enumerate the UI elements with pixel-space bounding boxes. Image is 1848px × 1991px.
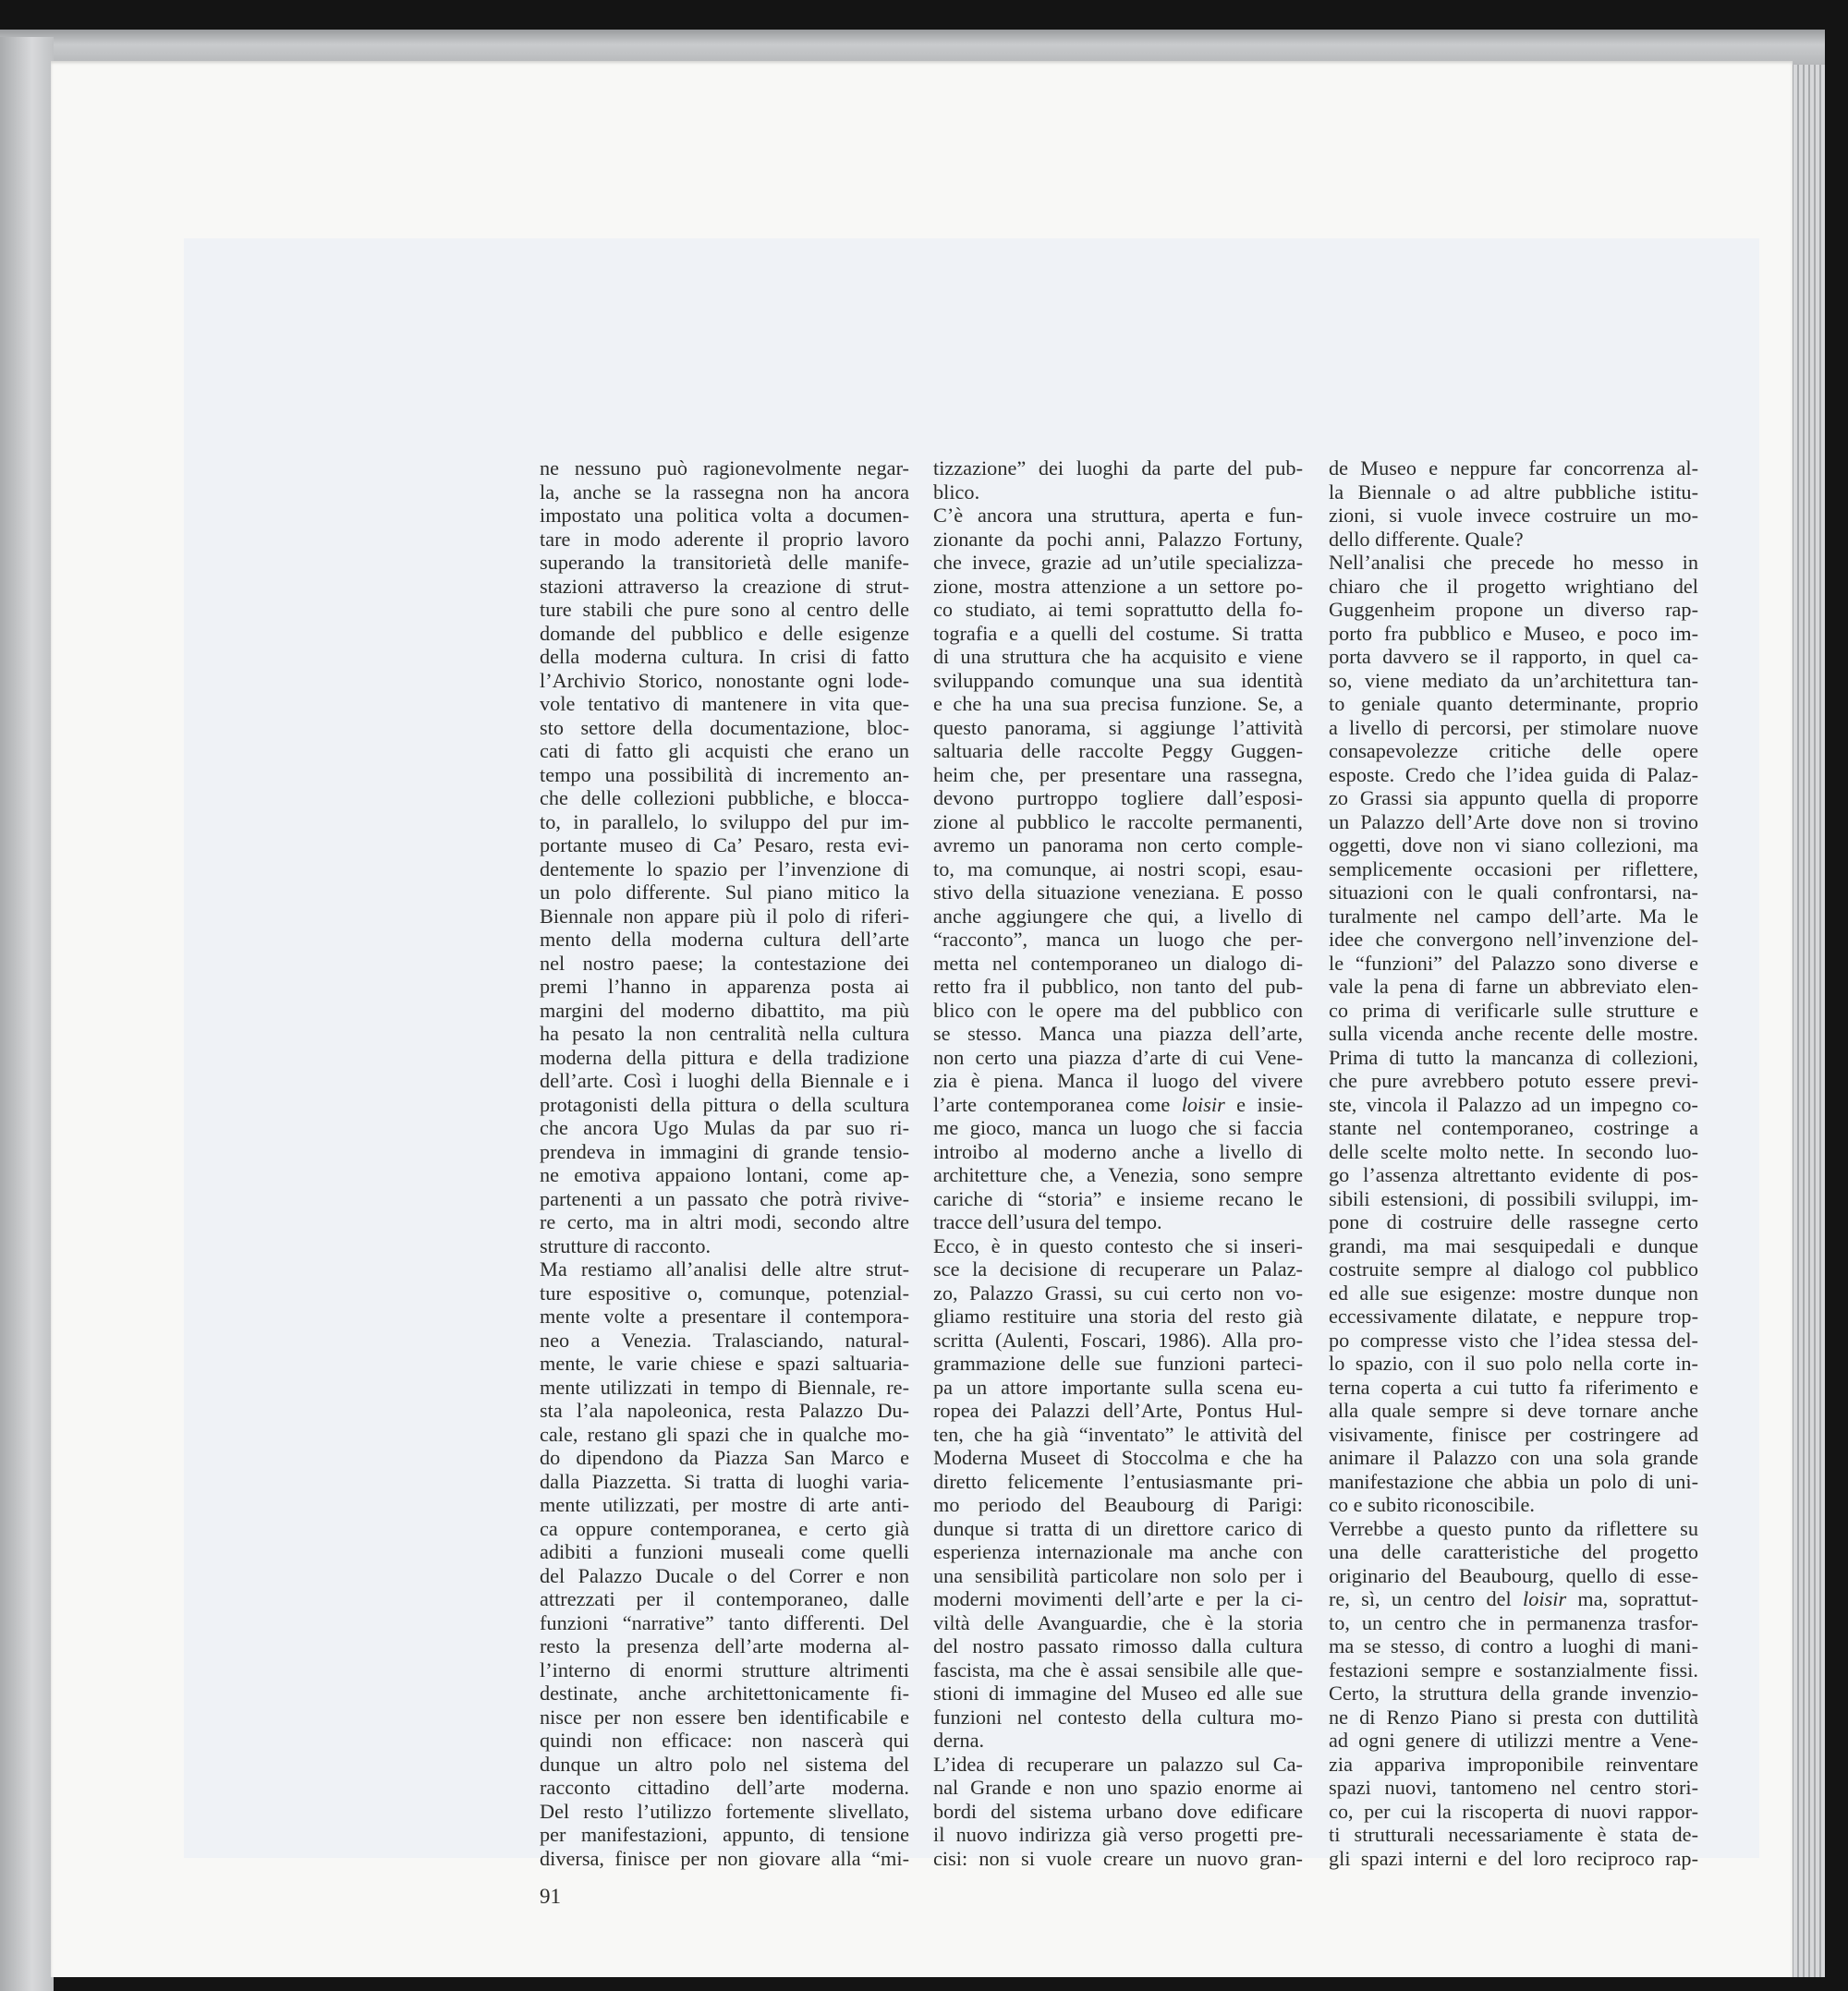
text-line: saltuaria delle raccolte Peggy Guggen- — [933, 739, 1303, 762]
text-line: zione al pubblico le raccolte permanenti, — [933, 809, 1303, 833]
text-line: e che ha una sua precisa funzione. Se, a — [933, 692, 1303, 715]
text-line: co prima di verificarle sulle strutture e — [1329, 998, 1698, 1022]
text-column-2 — [933, 456, 1303, 1870]
text-line: consapevolezze critiche delle opere — [1329, 739, 1698, 762]
text-line: “racconto”, manca un luogo che per- — [933, 928, 1303, 951]
text-line: introibo al moderno anche a livello di — [933, 1139, 1303, 1163]
text-line: C’è ancora una struttura, aperta e fun- — [933, 504, 1303, 527]
text-line: ma se stesso, di contro a luoghi di mani- — [1329, 1634, 1698, 1657]
text-line: attrezzati per il contemporaneo, dalle — [540, 1587, 909, 1610]
text-line: che pure avrebbero potuto essere previ- — [1329, 1069, 1698, 1092]
text-line: Guggenheim propone un diverso rap- — [1329, 598, 1698, 621]
text-line: grandi, ma mai sesquipedali e dunque — [1329, 1233, 1698, 1257]
text-line: pone di costruire delle rassegne certo — [1329, 1210, 1698, 1233]
text-line: ne emotiva appaiono lontani, come ap- — [540, 1163, 909, 1186]
text-line: me gioco, manca un luogo che si faccia — [933, 1116, 1303, 1139]
text-line: sulla vicenda anche recente delle mostre. — [1329, 1022, 1698, 1045]
text-line: superando la transitorietà delle manife- — [540, 551, 909, 574]
text-line: l’Archivio Storico, nonostante ogni lode- — [540, 668, 909, 692]
text-line: po compresse visto che l’idea stessa del- — [1329, 1328, 1698, 1352]
text-line: Moderna Museet di Stoccolma e che ha — [933, 1446, 1303, 1469]
text-line: mente, le varie chiese e spazi saltuaria- — [540, 1352, 909, 1375]
text-line: stivo della situazione veneziana. E posso — [933, 880, 1303, 904]
text-line: tempo una possibilità di incremento an- — [540, 762, 909, 786]
text-line: adibiti a funzioni museali come quelli — [540, 1540, 909, 1563]
text-line: una sensibilità particolare non solo per i — [933, 1563, 1303, 1587]
text-line: di una struttura che ha acquisito e viene — [933, 645, 1303, 668]
text-line: destinate, anche architettonicamente fi- — [540, 1681, 909, 1705]
text-line: avremo un panorama non certo comple- — [933, 833, 1303, 856]
text-line: do dipendono da Piazza San Marco e — [540, 1446, 909, 1469]
text-line: terna coperta a cui tutto fa riferimento e — [1329, 1375, 1698, 1399]
text-line: della moderna cultura. In crisi di fatto — [540, 645, 909, 668]
text-line: la, anche se la rassegna non ha ancora — [540, 480, 909, 504]
text-line: stazioni attraverso la creazione di strut- — [540, 574, 909, 598]
text-line: originario del Beaubourg, quello di esse- — [1329, 1563, 1698, 1587]
text-line: dell’arte. Così i luoghi della Biennale e i — [540, 1069, 909, 1092]
book-binding — [0, 37, 54, 1991]
text-line: premi l’hanno in apparenza posta ai — [540, 975, 909, 998]
text-line: porta davvero se il rapporto, in quel ca- — [1329, 645, 1698, 668]
text-line: co, per cui la riscoperta di nuovi rappor- — [1329, 1799, 1698, 1823]
text-line: protagonisti della pittura o della scultura — [540, 1092, 909, 1116]
text-line: zionante da pochi anni, Palazzo Fortuny, — [933, 527, 1303, 551]
text-line: ture espositive o, comunque, potenzial- — [540, 1281, 909, 1305]
text-line: gli spazi interni e del loro reciproco rap- — [1329, 1846, 1698, 1870]
text-line: esposte. Credo che l’idea guida di Palaz- — [1329, 762, 1698, 786]
text-line: tare in modo aderente il proprio lavoro — [540, 527, 909, 551]
text-line: semplicemente occasioni per riflettere, — [1329, 856, 1698, 880]
text-line: co studiato, ai temi soprattutto della fo- — [933, 598, 1303, 621]
text-line: anche aggiungere che qui, a livello di — [933, 904, 1303, 928]
text-line: sta l’ala napoleonica, resta Palazzo Du- — [540, 1399, 909, 1422]
text-line: ca oppure contemporanea, e certo già — [540, 1516, 909, 1540]
text-line: ture stabili che pure sono al centro delle — [540, 598, 909, 621]
text-line: go l’assenza altrettanto evidente di pos- — [1329, 1163, 1698, 1186]
text-line: nal Grande e non uno spazio enorme ai — [933, 1776, 1303, 1799]
text-column-3 — [1329, 456, 1698, 1870]
text-line: ropea dei Palazzi dell’Arte, Pontus Hul- — [933, 1399, 1303, 1422]
text-line: che invece, grazie ad un’utile specializza- — [933, 551, 1303, 574]
text-line: eccessivamente dilatate, e neppure trop- — [1329, 1305, 1698, 1328]
text-line: delle scelte molto nette. In secondo luo- — [1329, 1139, 1698, 1163]
text-line: neo a Venezia. Tralasciando, natural- — [540, 1328, 909, 1352]
text-line: Ma restiamo all’analisi delle altre strut- — [540, 1257, 909, 1281]
text-line: scritta (Aulenti, Foscari, 1986). Alla pro- — [933, 1328, 1303, 1352]
text-line: strutture di racconto. — [540, 1233, 711, 1257]
text-line: mente volte a presentare il contempora- — [540, 1305, 909, 1328]
text-line: derna. — [933, 1729, 985, 1752]
text-line: ad ogni genere di utilizzi mentre a Vene- — [1329, 1729, 1698, 1752]
text-line: visivamente, finisce per costringere ad — [1329, 1422, 1698, 1446]
text-line: situazioni con le quali confrontarsi, na- — [1329, 880, 1698, 904]
text-line: questo panorama, si aggiunge l’attività — [933, 715, 1303, 739]
text-line: architetture che, a Venezia, sono sempre — [933, 1163, 1303, 1186]
text-line: impostato una politica volta a documen- — [540, 504, 909, 527]
text-line: vale la pena di farne un abbreviato elen- — [1329, 975, 1698, 998]
text-line: moderna della pittura e della tradizione — [540, 1045, 909, 1069]
text-line: blico. — [933, 480, 980, 504]
page-number: 91 — [540, 1885, 561, 1908]
text-line: to geniale quanto determinante, proprio — [1329, 692, 1698, 715]
text-line: blico con le opere ma del pubblico con — [933, 998, 1303, 1022]
text-line: mo periodo del Beaubourg di Parigi: — [933, 1493, 1303, 1516]
text-line: Del resto l’utilizzo fortemente slivellato, — [540, 1799, 909, 1823]
page-stack-edges — [1788, 65, 1825, 1977]
text-line: moderni movimenti dell’arte e per la ci- — [933, 1587, 1303, 1610]
text-line: del nostro passato rimosso dalla cultura — [933, 1634, 1303, 1657]
text-line: porto fra pubblico e Museo, e poco im- — [1329, 621, 1698, 645]
text-column-1 — [540, 456, 909, 1870]
text-line: quindi non efficace: non nascerà qui — [540, 1729, 909, 1752]
text-line: tografia e a quelli del costume. Si tratta — [933, 621, 1303, 645]
text-line: lo spazio, con il suo polo nella corte in- — [1329, 1352, 1698, 1375]
text-line: una delle caratteristiche del progetto — [1329, 1540, 1698, 1563]
text-line: margini del moderno dibattito, ma più — [540, 998, 909, 1022]
text-line: pa un attore importante sulla scena eu- — [933, 1375, 1303, 1399]
text-line: heim che, per presentare una rassegna, — [933, 762, 1303, 786]
text-line: so, viene mediato da un’architettura tan- — [1329, 668, 1698, 692]
text-line: de Museo e neppure far concorrenza al- — [1329, 456, 1698, 480]
text-line: dunque un altro polo nel sistema del — [540, 1752, 909, 1776]
text-line: zo Grassi sia appunto quella di proporre — [1329, 786, 1698, 809]
text-line: metta nel contemporaneo un dialogo di- — [933, 951, 1303, 975]
text-line: devono purtroppo togliere dall’esposi- — [933, 786, 1303, 809]
text-line: retto fra il pubblico, non tanto del pub- — [933, 975, 1303, 998]
text-line: cati di fatto gli acquisti che erano un — [540, 739, 909, 762]
text-line: gliamo restituire una storia del resto già — [933, 1305, 1303, 1328]
text-line: funzioni nel contesto della cultura mo- — [933, 1705, 1303, 1729]
text-line: oggetti, dove non vi siano collezioni, ma — [1329, 833, 1698, 856]
text-line: la Biennale o ad altre pubbliche istitu- — [1329, 480, 1698, 504]
text-line: mente utilizzati in tempo di Biennale, re- — [540, 1375, 909, 1399]
text-line: spazi nuovi, tantomeno nel centro stori- — [1329, 1776, 1698, 1799]
text-line: re, sì, un centro del loisir ma, soprattut- — [1329, 1587, 1698, 1610]
text-line: Verrebbe a questo punto da riflettere su — [1329, 1516, 1698, 1540]
text-line: co e subito riconoscibile. — [1329, 1493, 1535, 1516]
text-line: racconto cittadino dell’arte moderna. — [540, 1776, 909, 1799]
text-line: manifestazione che abbia un polo di uni- — [1329, 1469, 1698, 1493]
text-line: zione, mostra attenzione a un settore po- — [933, 574, 1303, 598]
text-line: chiaro che il progetto wrightiano del — [1329, 574, 1698, 598]
text-line: esperienza internazionale ma anche con — [933, 1540, 1303, 1563]
text-line: nel nostro paese; la contestazione dei — [540, 951, 909, 975]
text-line: un Palazzo dell’Arte dove non si trovino — [1329, 809, 1698, 833]
text-line: to, ma comunque, ai nostri scopi, esau- — [933, 856, 1303, 880]
text-line: turalmente nel campo dell’arte. Ma le — [1329, 904, 1698, 928]
text-line: animare il Palazzo con una sola grande — [1329, 1446, 1698, 1469]
text-line: viltà delle Avanguardie, che è la storia — [933, 1610, 1303, 1634]
text-line: ste, vincola il Palazzo ad un impegno co- — [1329, 1092, 1698, 1116]
text-line: portante museo di Ca’ Pesaro, resta evi- — [540, 833, 909, 856]
text-line: zo, Palazzo Grassi, su cui certo non vo- — [933, 1281, 1303, 1305]
text-line: diretto felicemente l’entusiasmante pri- — [933, 1469, 1303, 1493]
text-line: fascista, ma che è assai sensibile alle que- — [933, 1657, 1303, 1681]
text-line: domande del pubblico e delle esigenze — [540, 621, 909, 645]
text-line: ne nessuno può ragionevolmente negar- — [540, 456, 909, 480]
text-line: diversa, finisce per non giovare alla “mi- — [540, 1846, 909, 1870]
text-line: resto la presenza dell’arte moderna al- — [540, 1634, 909, 1657]
text-line: bordi del sistema urbano dove edificare — [933, 1799, 1303, 1823]
text-line: to, in parallelo, lo sviluppo del pur im- — [540, 809, 909, 833]
text-line: funzioni “narrative” tanto differenti. Del — [540, 1610, 909, 1634]
text-line: tizzazione” dei luoghi da parte del pub- — [933, 456, 1303, 480]
text-line: un polo differente. Sul piano mitico la — [540, 880, 909, 904]
text-line: mento della moderna cultura dell’arte — [540, 928, 909, 951]
text-line: re certo, ma in altri modi, secondo altre — [540, 1210, 909, 1233]
text-line: le “funzioni” del Palazzo sono diverse e — [1329, 951, 1698, 975]
text-line: dello differente. Quale? — [1329, 527, 1524, 551]
text-line: grammazione delle sue funzioni parteci- — [933, 1352, 1303, 1375]
text-line: ed alle sue esigenze: mostre dunque non — [1329, 1281, 1698, 1305]
text-line: che delle collezioni pubbliche, e blocca- — [540, 786, 909, 809]
text-line: dalla Piazzetta. Si tratta di luoghi varia- — [540, 1469, 909, 1493]
text-line: del Palazzo Ducale o del Correr e non — [540, 1563, 909, 1587]
text-line: Certo, la struttura della grande invenzio- — [1329, 1681, 1698, 1705]
text-line: prendeva in immagini di grande tensio- — [540, 1139, 909, 1163]
text-line: mente utilizzati, per mostre di arte anti- — [540, 1493, 909, 1516]
text-line: Ecco, è in questo contesto che si inseri- — [933, 1233, 1303, 1257]
text-line: cisi: non si vuole creare un nuovo gran- — [933, 1846, 1303, 1870]
text-line: a livello di percorsi, per stimolare nuove — [1329, 715, 1698, 739]
text-line: l’arte contemporanea come loisir e insie- — [933, 1092, 1303, 1116]
text-line: costruite sempre al dialogo col pubblico — [1329, 1257, 1698, 1281]
text-line: to, un centro che in permanenza trasfor- — [1329, 1610, 1698, 1634]
text-line: zioni, si vuole invece costruire un mo- — [1329, 504, 1698, 527]
text-line: ten, che ha già “inventato” le attività del — [933, 1422, 1303, 1446]
text-line: l’interno di enormi strutture altrimenti — [540, 1657, 909, 1681]
text-line: partenenti a un passato che potrà rivive- — [540, 1186, 909, 1210]
text-line: L’idea di recuperare un palazzo sul Ca- — [933, 1752, 1303, 1776]
text-line: vole tentativo di mantenere in vita que- — [540, 692, 909, 715]
text-line: stioni di immagine del Museo ed alle sue — [933, 1681, 1303, 1705]
text-line: ti strutturali necessariamente è stata de- — [1329, 1823, 1698, 1846]
text-line: alla quale sempre si deve tornare anche — [1329, 1399, 1698, 1422]
text-line: dunque si tratta di un direttore carico di — [933, 1516, 1303, 1540]
text-line: cale, restano gli spazi che in qualche mo- — [540, 1422, 909, 1446]
text-line: che ancora Ugo Mulas da par suo ri- — [540, 1116, 909, 1139]
text-line: nisce per non essere ben identificabile e — [540, 1705, 909, 1729]
text-line: Prima di tutto la mancanza di collezioni, — [1329, 1045, 1698, 1069]
text-line: dentemente lo spazio per l’invenzione di — [540, 856, 909, 880]
text-line: idee che convergono nell’invenzione del- — [1329, 928, 1698, 951]
text-line: il nuovo indirizza già verso progetti pre- — [933, 1823, 1303, 1846]
text-line: stante nel contemporaneo, costringe a — [1329, 1116, 1698, 1139]
text-line: sibili estensioni, di possibili sviluppi, im- — [1329, 1186, 1698, 1210]
text-line: non certo una piazza d’arte di cui Vene- — [933, 1045, 1303, 1069]
text-line: per manifestazioni, appunto, di tensione — [540, 1823, 909, 1846]
text-line: festazioni sempre e sostanzialmente fissi. — [1329, 1657, 1698, 1681]
text-line: ne di Renzo Piano si presta con duttilità — [1329, 1705, 1698, 1729]
text-line: sviluppando comunque una sua identità — [933, 668, 1303, 692]
text-line: ha pesato la non centralità nella cultura — [540, 1022, 909, 1045]
text-line: zia è piena. Manca il luogo del vivere — [933, 1069, 1303, 1092]
text-line: cariche di “storia” e insieme recano le — [933, 1186, 1303, 1210]
text-line: Biennale non appare più il polo di riferi- — [540, 904, 909, 928]
text-line: tracce dell’usura del tempo. — [933, 1210, 1162, 1233]
text-line: se stesso. Manca una piazza dell’arte, — [933, 1022, 1303, 1045]
text-line: sce la decisione di recuperare un Palaz- — [933, 1257, 1303, 1281]
text-line: Nell’analisi che precede ho messo in — [1329, 551, 1698, 574]
text-line: zia appariva improponibile reinventare — [1329, 1752, 1698, 1776]
text-line: sto settore della documentazione, bloc- — [540, 715, 909, 739]
